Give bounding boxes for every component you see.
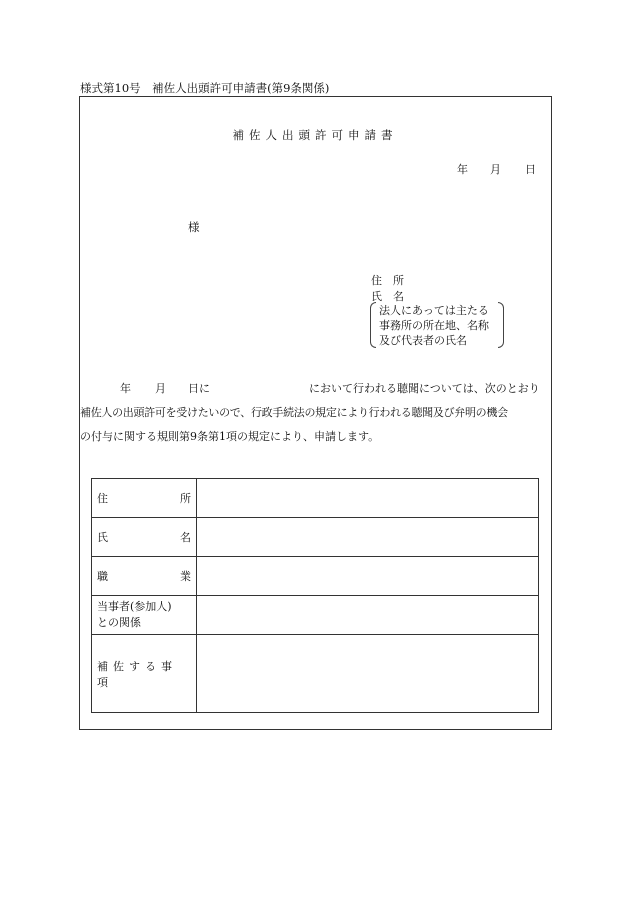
body-day: 日に: [188, 382, 210, 395]
applicant-note: [370, 302, 504, 350]
row-matters: [92, 635, 539, 713]
value-name[interactable]: [197, 518, 539, 557]
value-relation[interactable]: [197, 596, 539, 635]
applicant-name-label: 氏 名: [371, 290, 404, 303]
date-month: 月: [490, 163, 501, 176]
body-year: 年: [120, 382, 131, 395]
date-day: 日: [525, 163, 536, 176]
value-matters[interactable]: [197, 635, 539, 713]
note-line-2: 事務所の所在地、名称: [379, 319, 489, 332]
value-address[interactable]: [197, 479, 539, 518]
value-occupation[interactable]: [197, 557, 539, 596]
row-address: [92, 479, 539, 518]
row-name: [92, 518, 539, 557]
note-line-3: 及び代表者の氏名: [379, 334, 467, 347]
label-matters: 補佐する事項: [92, 635, 197, 713]
right-paren: [498, 302, 504, 348]
note-line-1: 法人にあっては主たる: [379, 304, 489, 317]
left-paren: [370, 302, 376, 348]
row-occupation: [92, 557, 539, 596]
addressee-suffix: 様: [188, 220, 200, 234]
form-number-label: 様式第10号 補佐人出頭許可申請書(第9条関係): [80, 81, 330, 95]
body-line-2: 補佐人の出頭許可を受けたいので、行政手続法の規定により行われる聴聞及び弁明の機会: [80, 406, 508, 419]
row-relation: [92, 596, 539, 635]
label-name: 氏 名: [92, 518, 197, 557]
label-occupation: 職 業: [92, 557, 197, 596]
body-line-3: の付与に関する規則第9条第1項の規定により、申請します。: [80, 430, 380, 443]
assistant-info-table: [91, 478, 539, 713]
label-relation: 当事者(参加人) との関係: [92, 596, 197, 635]
body-month: 月: [155, 382, 166, 395]
applicant-address-label: 住 所: [371, 274, 404, 287]
date-year: 年: [457, 163, 468, 176]
body-line-1: において行われる聴聞については、次のとおり: [309, 382, 540, 395]
document-title: 補佐人出頭許可申請書: [232, 128, 398, 142]
label-address: 住 所: [92, 479, 197, 518]
